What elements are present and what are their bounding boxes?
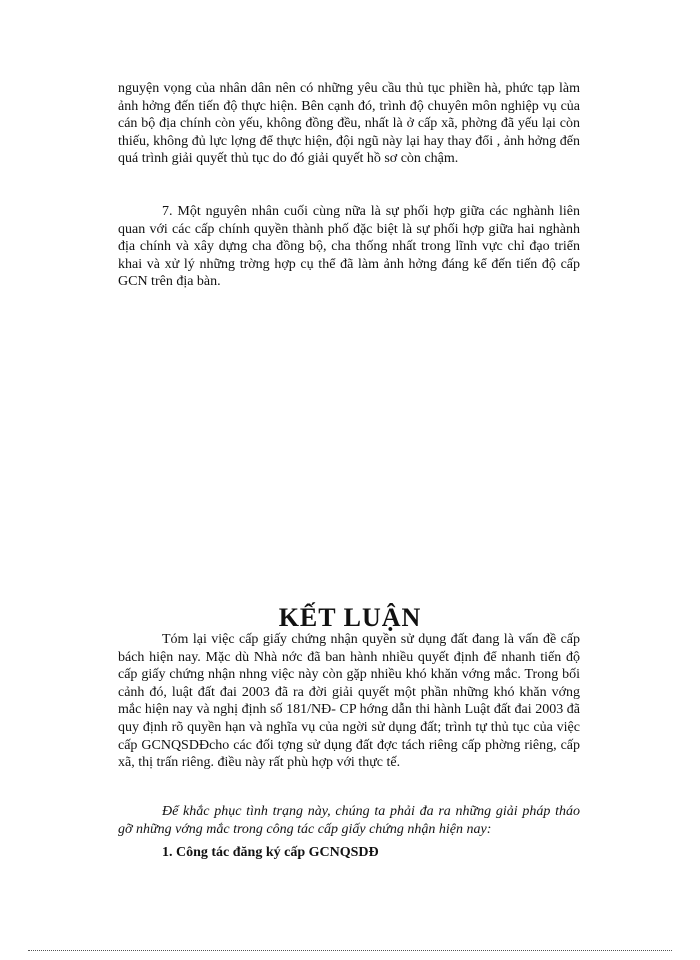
conclusion-heading: KẾT LUẬN	[278, 603, 422, 632]
italic-text: Để khắc phục tình trạng này, chúng ta phải đa ra những giải pháp tháo gỡ những vớng mắc trong công tác cấp giấy chứng nhận hiện nay:	[118, 804, 580, 837]
top-paragraph	[118, 80, 580, 168]
section-subheading: 1. Công tác đăng ký cấp GCNQSDĐ	[162, 845, 379, 860]
italic-paragraph	[118, 803, 580, 838]
item-7-text: 7. Một nguyên nhân cuối cùng nữa là sự phối hợp giữa các nghành liên quan với các cấp chính quyền thành phố đặc biệt là sự phối hợp giữa hai nghành địa chính và xây dựng cha đồng bộ, cha thống nhất trong lĩnh vực chỉ đạo triển khai và xử lý những trờng hợp cụ thể đã làm ảnh hởng đáng kể đến tiến độ cấp GCN trên địa bàn.	[118, 204, 580, 290]
conclusion-paragraph	[118, 631, 580, 772]
top-paragraph-text: nguyện vọng của nhân dân nên có những yêu cầu thủ tục phiền hà, phức tạp làm ảnh hởng đến tiến độ thực hiện. Bên cạnh đó, trình độ chuyên môn nghiệp vụ của cán bộ địa chính còn yếu, không đồng đều, nhất là ở cấp xã, phờng đã yếu lại còn thiếu, không đủ lực lợng để thực hiện, đội ngũ này lại hay thay đổi , ảnh hởng đến quá trình giải quyết thủ tục do đó giải quyết hồ sơ còn chậm.	[118, 81, 580, 167]
item-7-paragraph	[118, 203, 580, 291]
conclusion-text: Tóm lại việc cấp giấy chứng nhận quyền sử dụng đất đang là vấn đề cấp bách hiện nay. Mặc dù Nhà nớc đã ban hành nhiều quyết định để nhanh tiến độ cấp giấy chứng nhận nhng việc này còn gặp nhiều khó khăn vớng mắc. Trong bối cảnh đó, luật đất đai 2003 đã ra đời giải quyết một phần những khó khăn vớng mắc hiện nay và nghị định số 181/NĐ- CP hớng dẫn thi hành Luật đất đai 2003 đã quy định rõ quyền hạn và nghĩa vụ của ngời sử dụng đất; trình tự thủ tục của việc cấp GCNQSDĐcho các đối tợng sử dụng đất đợc tách riêng cấp phờng riêng, cấp xã, thị trấn riêng. điều này rất phù hợp với thực tế.	[118, 632, 580, 771]
footer-dotted-rule	[28, 950, 672, 951]
